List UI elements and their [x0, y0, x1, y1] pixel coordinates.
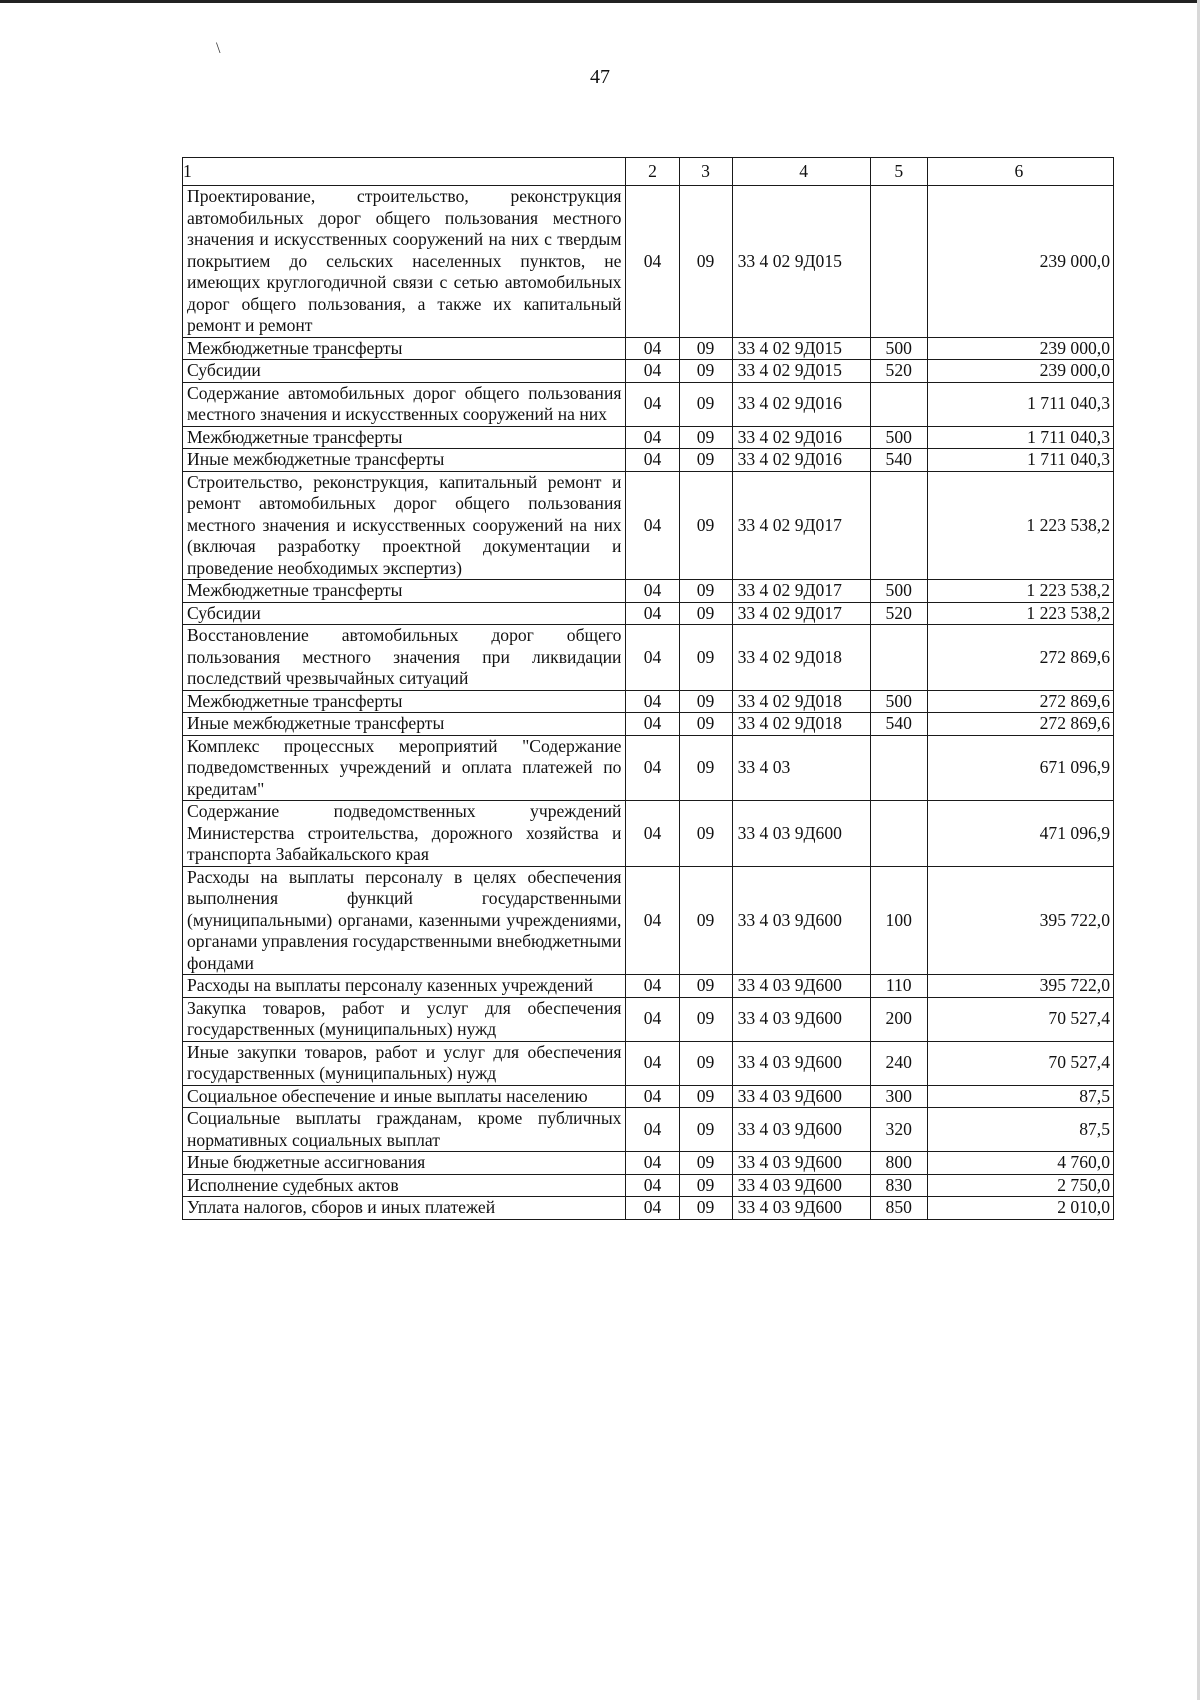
row-section-cell: 04 — [626, 426, 679, 449]
row-name-cell: Расходы на выплаты персоналу в целях обеспечения выполнения функций государственными (муниципальными) органами, казенными учреждениями, органами управления государственными внебюджетными фондами — [183, 866, 626, 975]
table-row — [183, 449, 1114, 472]
row-expense-type-cell: 540 — [870, 713, 927, 736]
row-subsection-cell: 09 — [679, 1041, 732, 1085]
row-name-cell: Социальные выплаты гражданам, кроме публичных нормативных социальных выплат — [183, 1108, 626, 1152]
row-name-cell: Субсидии — [183, 602, 626, 625]
row-name-cell: Содержание автомобильных дорог общего пользования местного значения и искусственных сооружений на них — [183, 382, 626, 426]
row-subsection-cell: 09 — [679, 360, 732, 383]
row-amount-cell: 272 869,6 — [927, 713, 1113, 736]
row-amount-cell: 1 223 538,2 — [927, 602, 1113, 625]
row-subsection-cell: 09 — [679, 382, 732, 426]
row-subsection-cell: 09 — [679, 735, 732, 801]
row-subsection-cell: 09 — [679, 801, 732, 867]
row-amount-cell: 239 000,0 — [927, 337, 1113, 360]
row-expense-type-cell — [870, 625, 927, 691]
table-row — [183, 1041, 1114, 1085]
row-expense-type-cell: 500 — [870, 337, 927, 360]
header-cell-4: 4 — [732, 158, 870, 186]
row-amount-cell: 395 722,0 — [927, 866, 1113, 975]
row-name-cell: Межбюджетные трансферты — [183, 580, 626, 603]
row-amount-cell: 4 760,0 — [927, 1152, 1113, 1175]
row-expense-type-cell: 320 — [870, 1108, 927, 1152]
row-amount-cell: 671 096,9 — [927, 735, 1113, 801]
row-section-cell: 04 — [626, 1041, 679, 1085]
row-subsection-cell: 09 — [679, 713, 732, 736]
row-amount-cell: 70 527,4 — [927, 997, 1113, 1041]
row-expense-type-cell: 300 — [870, 1085, 927, 1108]
table-row — [183, 713, 1114, 736]
row-target-article-cell: 33 4 03 9Д600 — [732, 801, 870, 867]
row-name-cell: Проектирование, строительство, реконструкция автомобильных дорог общего пользования местного значения и искусственных сооружений на них с твердым покрытием до сельских населенных пунктов, не имеющих круглогодичной связи с сетью автомобильных дорог общего пользования, а также их капитальный ремонт и ремонт — [183, 186, 626, 338]
table-row — [183, 580, 1114, 603]
row-expense-type-cell — [870, 382, 927, 426]
row-expense-type-cell — [870, 801, 927, 867]
row-expense-type-cell — [870, 735, 927, 801]
row-amount-cell: 2 750,0 — [927, 1174, 1113, 1197]
row-subsection-cell: 09 — [679, 471, 732, 580]
row-expense-type-cell: 500 — [870, 580, 927, 603]
row-section-cell: 04 — [626, 625, 679, 691]
row-amount-cell: 1 711 040,3 — [927, 426, 1113, 449]
table-header-row — [183, 158, 1114, 186]
row-target-article-cell: 33 4 02 9Д016 — [732, 382, 870, 426]
row-amount-cell: 239 000,0 — [927, 360, 1113, 383]
row-subsection-cell: 09 — [679, 1108, 732, 1152]
row-expense-type-cell: 100 — [870, 866, 927, 975]
row-expense-type-cell — [870, 471, 927, 580]
row-name-cell: Субсидии — [183, 360, 626, 383]
header-cell-3: 3 — [679, 158, 732, 186]
row-section-cell: 04 — [626, 449, 679, 472]
table-row — [183, 625, 1114, 691]
row-amount-cell: 87,5 — [927, 1108, 1113, 1152]
row-target-article-cell: 33 4 03 9Д600 — [732, 1197, 870, 1220]
row-section-cell: 04 — [626, 735, 679, 801]
row-section-cell: 04 — [626, 690, 679, 713]
budget-table — [182, 157, 1114, 1220]
table-row — [183, 1152, 1114, 1175]
header-cell-1: 1 — [183, 158, 626, 186]
row-name-cell: Расходы на выплаты персоналу казенных учреждений — [183, 975, 626, 998]
row-name-cell: Иные межбюджетные трансферты — [183, 449, 626, 472]
row-target-article-cell: 33 4 02 9Д018 — [732, 690, 870, 713]
table-row — [183, 1085, 1114, 1108]
row-name-cell: Уплата налогов, сборов и иных платежей — [183, 1197, 626, 1220]
row-target-article-cell: 33 4 02 9Д017 — [732, 471, 870, 580]
row-target-article-cell: 33 4 02 9Д017 — [732, 580, 870, 603]
scan-top-edge — [0, 0, 1200, 3]
header-cell-2: 2 — [626, 158, 679, 186]
row-section-cell: 04 — [626, 360, 679, 383]
table-row — [183, 690, 1114, 713]
row-subsection-cell: 09 — [679, 997, 732, 1041]
row-section-cell: 04 — [626, 713, 679, 736]
row-section-cell: 04 — [626, 337, 679, 360]
row-section-cell: 04 — [626, 580, 679, 603]
row-target-article-cell: 33 4 02 9Д018 — [732, 625, 870, 691]
row-amount-cell: 1 711 040,3 — [927, 449, 1113, 472]
row-amount-cell: 70 527,4 — [927, 1041, 1113, 1085]
row-expense-type-cell: 520 — [870, 602, 927, 625]
row-amount-cell: 471 096,9 — [927, 801, 1113, 867]
row-section-cell: 04 — [626, 801, 679, 867]
table-row — [183, 1197, 1114, 1220]
table-row — [183, 426, 1114, 449]
row-amount-cell: 2 010,0 — [927, 1197, 1113, 1220]
row-name-cell: Строительство, реконструкция, капитальный ремонт и ремонт автомобильных дорог общего пользования местного значения и искусственных сооружений на них (включая разработку проектной документации и проведение необходимых экспертиз) — [183, 471, 626, 580]
page-number: 47 — [590, 66, 610, 88]
row-target-article-cell: 33 4 02 9Д015 — [732, 360, 870, 383]
row-target-article-cell: 33 4 03 9Д600 — [732, 997, 870, 1041]
row-section-cell: 04 — [626, 1108, 679, 1152]
table-row — [183, 1108, 1114, 1152]
row-subsection-cell: 09 — [679, 1085, 732, 1108]
table-row — [183, 471, 1114, 580]
row-subsection-cell: 09 — [679, 625, 732, 691]
table-row — [183, 602, 1114, 625]
row-target-article-cell: 33 4 02 9Д015 — [732, 186, 870, 338]
row-name-cell: Восстановление автомобильных дорог общего пользования местного значения при ликвидации последствий чрезвычайных ситуаций — [183, 625, 626, 691]
row-name-cell: Иные межбюджетные трансферты — [183, 713, 626, 736]
row-amount-cell: 87,5 — [927, 1085, 1113, 1108]
row-target-article-cell: 33 4 02 9Д016 — [732, 426, 870, 449]
row-name-cell: Межбюджетные трансферты — [183, 337, 626, 360]
table-row — [183, 801, 1114, 867]
row-expense-type-cell: 850 — [870, 1197, 927, 1220]
row-amount-cell: 1 711 040,3 — [927, 382, 1113, 426]
row-subsection-cell: 09 — [679, 580, 732, 603]
table-row — [183, 360, 1114, 383]
row-target-article-cell: 33 4 03 9Д600 — [732, 1041, 870, 1085]
row-expense-type-cell: 500 — [870, 426, 927, 449]
row-name-cell: Закупка товаров, работ и услуг для обеспечения государственных (муниципальных) нужд — [183, 997, 626, 1041]
table-row — [183, 382, 1114, 426]
row-section-cell: 04 — [626, 602, 679, 625]
row-section-cell: 04 — [626, 975, 679, 998]
row-target-article-cell: 33 4 03 9Д600 — [732, 975, 870, 998]
row-amount-cell: 395 722,0 — [927, 975, 1113, 998]
row-section-cell: 04 — [626, 1085, 679, 1108]
table-row — [183, 866, 1114, 975]
row-target-article-cell: 33 4 02 9Д018 — [732, 713, 870, 736]
row-target-article-cell: 33 4 03 9Д600 — [732, 866, 870, 975]
row-section-cell: 04 — [626, 1152, 679, 1175]
table-row — [183, 997, 1114, 1041]
row-subsection-cell: 09 — [679, 690, 732, 713]
row-name-cell: Исполнение судебных актов — [183, 1174, 626, 1197]
row-name-cell: Межбюджетные трансферты — [183, 426, 626, 449]
row-subsection-cell: 09 — [679, 1197, 732, 1220]
row-amount-cell: 239 000,0 — [927, 186, 1113, 338]
row-expense-type-cell: 520 — [870, 360, 927, 383]
row-section-cell: 04 — [626, 1174, 679, 1197]
row-subsection-cell: 09 — [679, 1152, 732, 1175]
row-name-cell: Социальное обеспечение и иные выплаты населению — [183, 1085, 626, 1108]
row-expense-type-cell: 800 — [870, 1152, 927, 1175]
row-name-cell: Содержание подведомственных учреждений Министерства строительства, дорожного хозяйства и транспорта Забайкальского края — [183, 801, 626, 867]
row-subsection-cell: 09 — [679, 1174, 732, 1197]
budget-table-body — [183, 158, 1114, 1220]
table-row — [183, 975, 1114, 998]
row-section-cell: 04 — [626, 471, 679, 580]
row-subsection-cell: 09 — [679, 337, 732, 360]
row-expense-type-cell — [870, 186, 927, 338]
table-row — [183, 337, 1114, 360]
table-row — [183, 1174, 1114, 1197]
row-subsection-cell: 09 — [679, 426, 732, 449]
row-target-article-cell: 33 4 03 — [732, 735, 870, 801]
row-target-article-cell: 33 4 03 9Д600 — [732, 1174, 870, 1197]
row-amount-cell: 272 869,6 — [927, 690, 1113, 713]
row-subsection-cell: 09 — [679, 602, 732, 625]
row-target-article-cell: 33 4 02 9Д016 — [732, 449, 870, 472]
row-target-article-cell: 33 4 02 9Д017 — [732, 602, 870, 625]
row-subsection-cell: 09 — [679, 186, 732, 338]
row-target-article-cell: 33 4 03 9Д600 — [732, 1085, 870, 1108]
row-amount-cell: 1 223 538,2 — [927, 580, 1113, 603]
row-target-article-cell: 33 4 02 9Д015 — [732, 337, 870, 360]
header-cell-5: 5 — [870, 158, 927, 186]
row-section-cell: 04 — [626, 997, 679, 1041]
row-section-cell: 04 — [626, 1197, 679, 1220]
table-row — [183, 735, 1114, 801]
row-name-cell: Межбюджетные трансферты — [183, 690, 626, 713]
row-name-cell: Иные бюджетные ассигнования — [183, 1152, 626, 1175]
row-subsection-cell: 09 — [679, 975, 732, 998]
stray-mark: \ — [216, 40, 221, 57]
row-expense-type-cell: 110 — [870, 975, 927, 998]
row-target-article-cell: 33 4 03 9Д600 — [732, 1152, 870, 1175]
row-section-cell: 04 — [626, 186, 679, 338]
row-name-cell: Комплекс процессных мероприятий "Содержание подведомственных учреждений и оплата платежей по кредитам" — [183, 735, 626, 801]
row-amount-cell: 1 223 538,2 — [927, 471, 1113, 580]
row-expense-type-cell: 540 — [870, 449, 927, 472]
header-cell-6: 6 — [927, 158, 1113, 186]
row-expense-type-cell: 200 — [870, 997, 927, 1041]
row-expense-type-cell: 240 — [870, 1041, 927, 1085]
row-section-cell: 04 — [626, 866, 679, 975]
row-amount-cell: 272 869,6 — [927, 625, 1113, 691]
row-expense-type-cell: 500 — [870, 690, 927, 713]
row-expense-type-cell: 830 — [870, 1174, 927, 1197]
table-row — [183, 186, 1114, 338]
row-subsection-cell: 09 — [679, 866, 732, 975]
row-name-cell: Иные закупки товаров, работ и услуг для обеспечения государственных (муниципальных) нужд — [183, 1041, 626, 1085]
row-section-cell: 04 — [626, 382, 679, 426]
row-subsection-cell: 09 — [679, 449, 732, 472]
row-target-article-cell: 33 4 03 9Д600 — [732, 1108, 870, 1152]
